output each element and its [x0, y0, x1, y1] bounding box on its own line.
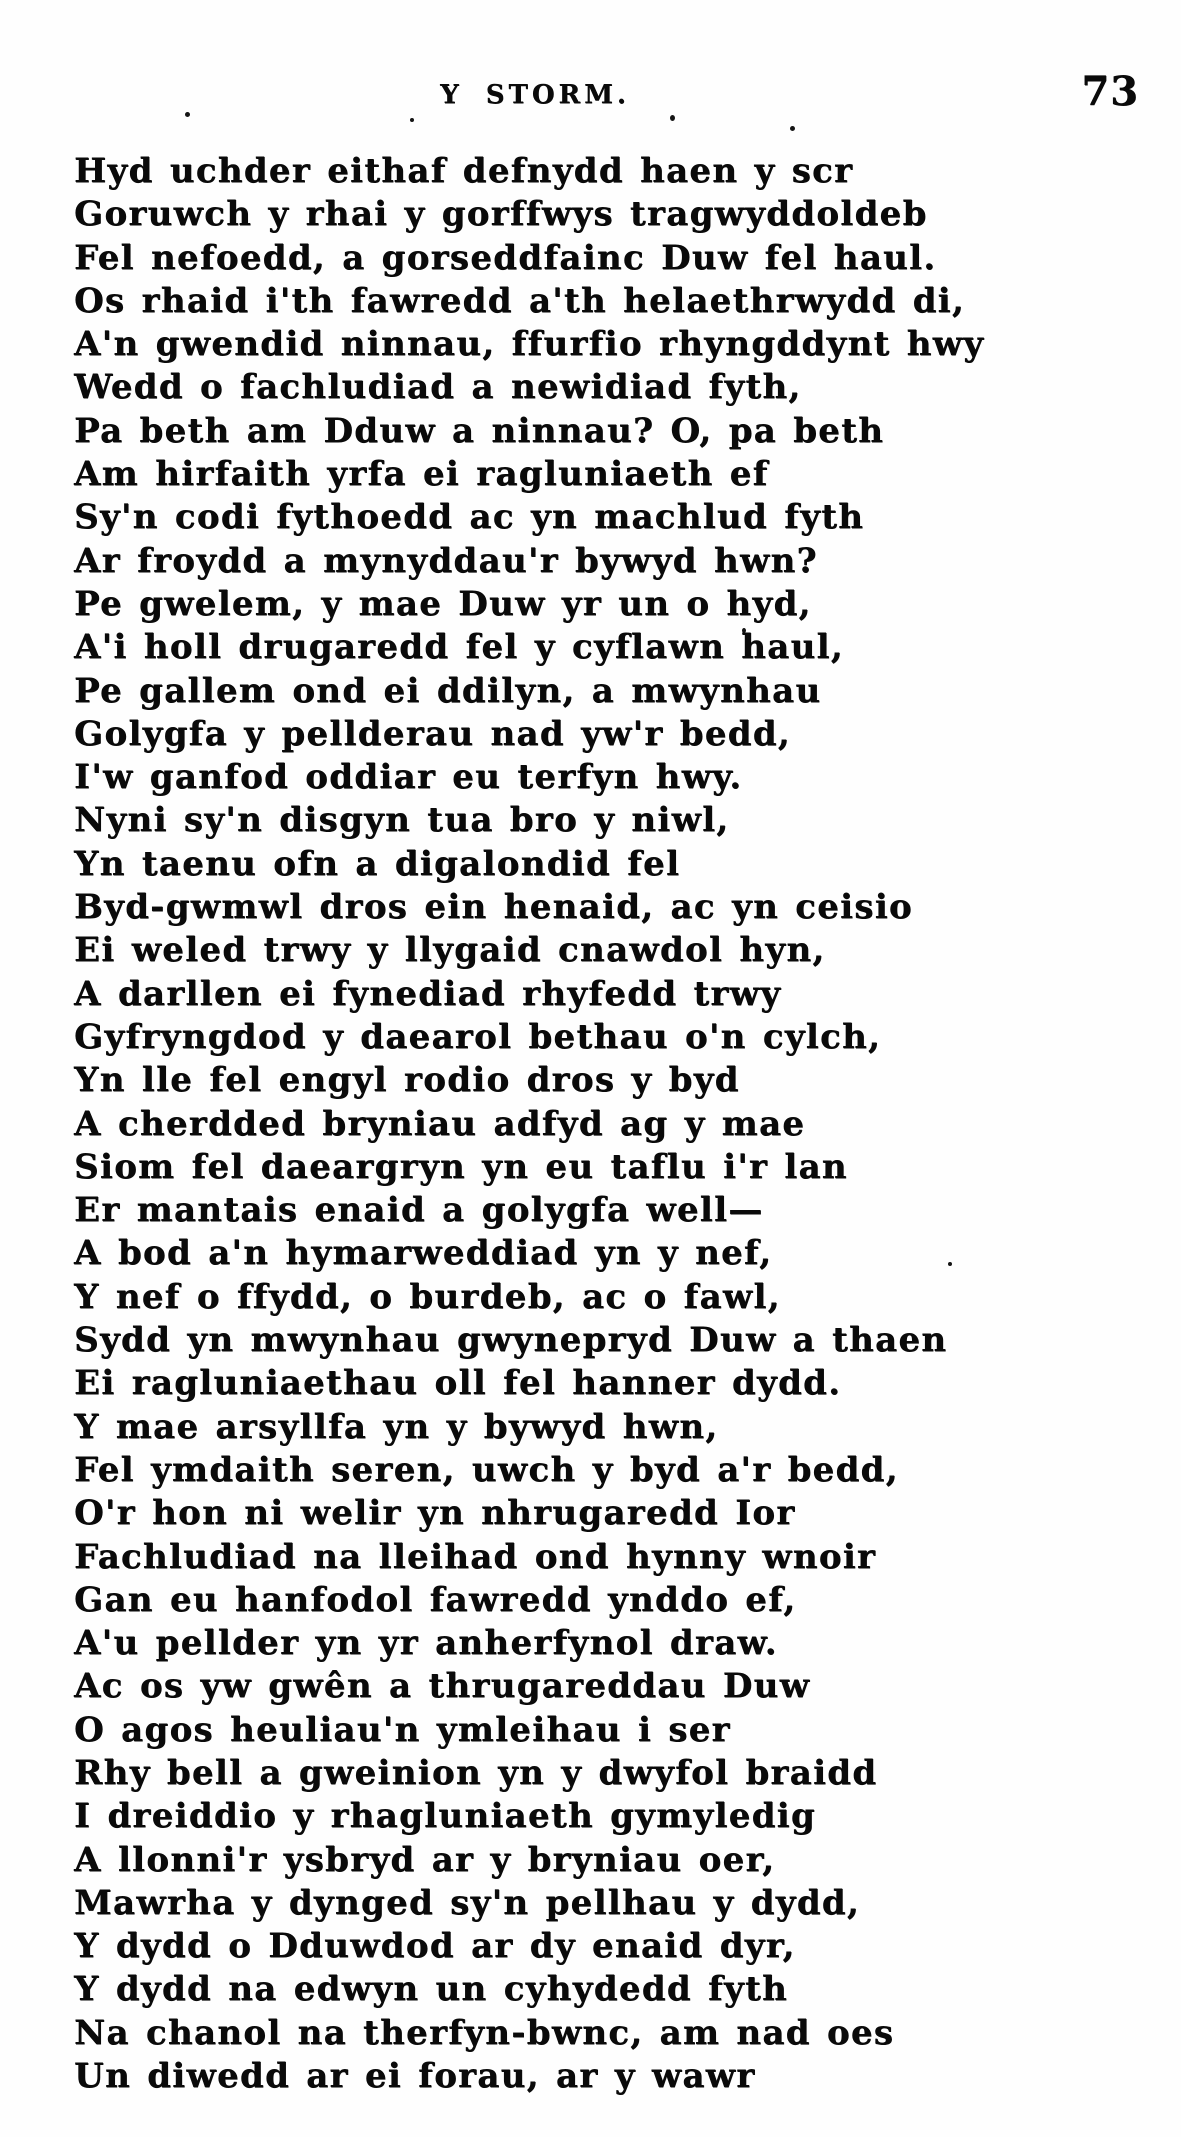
scan-speck — [670, 115, 675, 121]
poem-line: Golygfa y pellderau nad yw'r bedd, — [74, 713, 791, 754]
poem-line: Rhy bell a gweinion yn y dwyfol braidd — [74, 1752, 878, 1793]
poem-line: Ei ragluniaethau oll fel hanner dydd. — [74, 1363, 842, 1404]
poem-line: Yn lle fel engyl rodio dros y byd — [74, 1060, 740, 1101]
poem-line: Gan eu hanfodol fawredd ynddo ef, — [74, 1579, 797, 1620]
poem-line: Ac os yw gwên a thrugareddau Duw — [74, 1666, 811, 1707]
poem-line: Y dydd o Dduwdod ar dy enaid dyr, — [74, 1926, 796, 1967]
poem-line: Mawrha y dynged sy'n pellhau y dydd, — [74, 1882, 861, 1923]
poem-line: A darllen ei fynediad rhyfedd trwy — [74, 973, 782, 1014]
poem-line: Fel nefoedd, a gorseddfainc Duw fel haul. — [74, 237, 937, 278]
poem-line: A'n gwendid ninnau, ffurfio rhyngddynt hwy — [74, 324, 985, 365]
poem-line: Y dydd na edwyn un cyhydedd fyth — [74, 1969, 788, 2010]
page-number: 73 — [1081, 68, 1139, 115]
poem-line: Er mantais enaid a golygfa well— — [74, 1190, 764, 1231]
poem-line: Hyd uchder eithaf defnydd haen y scr — [74, 151, 854, 191]
poem-line: O agos heuliau'n ymleihau i ser — [74, 1709, 731, 1750]
poem-line: Nyni sy'n disgyn tua bro y niwl, — [74, 800, 730, 841]
poem-line: Na chanol na therfyn-bwnc, am nad oes — [74, 2012, 895, 2053]
poem-line: A bod a'n hymarweddiad yn y nef, — [74, 1233, 773, 1274]
poem-line: A'u pellder yn yr anherfynol draw. — [74, 1623, 778, 1664]
poem-line: Pe gallem ond ei ddilyn, a mwynhau — [74, 670, 822, 711]
poem-line: Yn taenu ofn a digalondid fel — [74, 843, 681, 884]
poem-body — [74, 150, 1134, 2098]
poem-line: A llonni'r ysbryd ar y bryniau oer, — [74, 1839, 776, 1880]
poem-line: Siom fel daeargryn yn eu taflu i'r lan — [74, 1146, 848, 1187]
poem-line: Pa beth am Dduw a ninnau? O, pa beth — [74, 410, 885, 451]
poem-line: Y nef o ffydd, o burdeb, ac o fawl, — [74, 1276, 781, 1317]
poem-line: Am hirfaith yrfa ei ragluniaeth ef — [74, 454, 769, 495]
poem-line: Os rhaid i'th fawredd a'th helaethrwydd di, — [74, 280, 966, 321]
poem-line: Fachludiad na lleihad ond hynny wnoir — [74, 1536, 877, 1577]
poem-line: O'r hon ni welir yn nhrugaredd Ior — [74, 1493, 796, 1534]
poem-line: A cherdded bryniau adfyd ag y mae — [74, 1103, 806, 1144]
poem-line: Fel ymdaith seren, uwch y byd a'r bedd, — [74, 1449, 899, 1490]
poem-line: Pe gwelem, y mae Duw yr un o hyd, — [74, 583, 812, 624]
poem-line: A'i holl drugaredd fel y cyflawn haul, — [74, 627, 844, 668]
poem-line: Ar froydd a mynyddau'r bywyd hwn? — [74, 540, 818, 581]
scan-speck — [790, 126, 795, 131]
poem-line: Byd-gwmwl dros ein henaid, ac yn ceisio — [74, 887, 913, 928]
poem-line: Gyfryngdod y daearol bethau o'n cylch, — [74, 1016, 882, 1057]
poem-line: Ei weled trwy y llygaid cnawdol hyn, — [74, 930, 826, 971]
poem-line: Goruwch y rhai y gorffwys tragwyddoldeb — [74, 194, 928, 235]
poem-line: Y mae arsyllfa yn y bywyd hwn, — [74, 1406, 719, 1447]
poem-line: Sydd yn mwynhau gwynepryd Duw a thaen — [74, 1320, 948, 1361]
poem-line: Sy'n codi fythoedd ac yn machlud fyth — [74, 497, 865, 538]
scan-speck — [410, 118, 414, 122]
poem-line: I'w ganfod oddiar eu terfyn hwy. — [74, 757, 743, 798]
poem-line: Un diwedd ar ei forau, ar y wawr — [74, 2056, 756, 2097]
poem-line: Wedd o fachludiad a newidiad fyth, — [74, 367, 802, 408]
poem-line: I dreiddio y rhagluniaeth gymyledig — [74, 1796, 816, 1837]
running-head-title: Y STORM. — [440, 80, 630, 110]
scan-speck — [185, 112, 190, 117]
